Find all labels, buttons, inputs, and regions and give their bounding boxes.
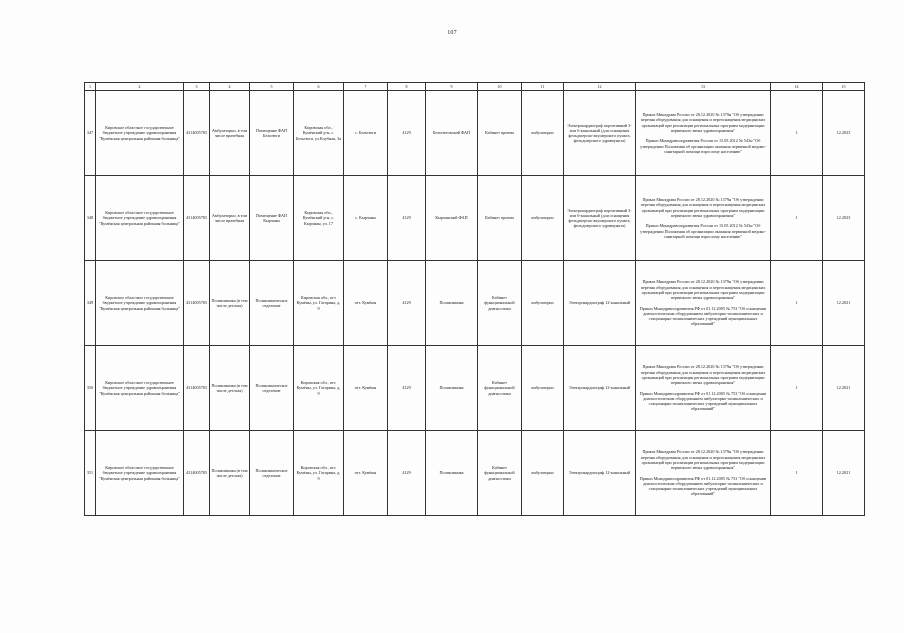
quantity: 1: [771, 176, 823, 261]
column-header: 12: [564, 83, 636, 91]
column-header: 15: [823, 83, 865, 91]
equipment-name: Электрокардиограф портативный 3- или 6-канальный (для оснащения фельдшерско-акушерского пункта, фельдшерского здравпункта): [564, 91, 636, 176]
organization-name: Кировское областное государственное бюджетное учреждение здравоохранения "Кумёнская центральная районная больница": [96, 346, 184, 431]
organization-name: Кировское областное государственное бюджетное учреждение здравоохранения "Кумёнская центральная районная больница": [96, 431, 184, 516]
regulatory-basis: Приказ Минздрава России от 28.12.2020 № 1379н "Об утверждении перечня оборудования для оснащения и переоснащения медицинских организаций при реализации региональных программ модернизации первичного звена здравоохранения" Приказ Минздравсоцразвития России от 15.05.2012 № 543н "Об утверждении Положения об организации оказания первичной медико-санитарной помощи взрослому населению": [636, 91, 771, 176]
care-conditions: Поликлиника (в том числе детская): [210, 346, 250, 431]
cabinet: Кабинет приема: [478, 176, 522, 261]
row-number: 351: [85, 431, 96, 516]
column-header: 8: [388, 83, 426, 91]
row-number: 348: [85, 176, 96, 261]
organization-name: Кировское областное государственное бюджетное учреждение здравоохранения "Кумёнская центральная районная больница": [96, 91, 184, 176]
column-header: 1: [85, 83, 96, 91]
table-row: [85, 431, 865, 516]
care-mode: амбулаторно: [522, 91, 564, 176]
structural-unit: Помещение ФАП Бельтюги: [250, 91, 294, 176]
inn-code: 4314005783: [184, 431, 210, 516]
column-header: 7: [344, 83, 388, 91]
structural-unit: Поликлиническое отделение: [250, 346, 294, 431]
organization-name: Кировское областное государственное бюджетное учреждение здравоохранения "Кумёнская центральная районная больница": [96, 176, 184, 261]
row-number: 347: [85, 91, 96, 176]
deadline-date: 12.2023: [823, 91, 865, 176]
settlement: с. Бельтюги: [344, 91, 388, 176]
care-conditions: Амбулаторно, в том числе врачебная: [210, 176, 250, 261]
care-conditions: Поликлиника (в том числе детская): [210, 261, 250, 346]
address: Кировская обл., пгт Кумёны, ул. Гагарина, д. 9: [294, 261, 344, 346]
table-row: [85, 176, 865, 261]
code: 4129: [388, 176, 426, 261]
subunit: Поликлиника: [426, 346, 478, 431]
settlement: пгт. Кумёны: [344, 261, 388, 346]
column-header: 14: [771, 83, 823, 91]
address: Кировская обл., Кумёнский р-н, с. Бельтюги, ул.Клубная, 3а: [294, 91, 344, 176]
equipment-register-table: [84, 82, 865, 516]
subunit: Поликлиника: [426, 431, 478, 516]
subunit: Бельтюговский ФАП: [426, 91, 478, 176]
deadline-date: 12.2023: [823, 176, 865, 261]
settlement: с. Кырчаны: [344, 176, 388, 261]
quantity: 1: [771, 346, 823, 431]
quantity: 1: [771, 91, 823, 176]
cabinet: Кабинет приема: [478, 91, 522, 176]
subunit: Кырчанский ФАП: [426, 176, 478, 261]
quantity: 1: [771, 261, 823, 346]
cabinet: Кабинет функциональной диагностики: [478, 261, 522, 346]
column-header: 5: [250, 83, 294, 91]
column-header: 9: [426, 83, 478, 91]
table-row: [85, 91, 865, 176]
care-mode: амбулаторно: [522, 346, 564, 431]
inn-code: 4314005783: [184, 346, 210, 431]
column-header: 3: [184, 83, 210, 91]
table-row: [85, 261, 865, 346]
row-number: 349: [85, 261, 96, 346]
column-header: 6: [294, 83, 344, 91]
deadline-date: 12.2021: [823, 346, 865, 431]
regulatory-basis: Приказ Минздрава России от 28.12.2020 № 1379н "Об утверждении перечня оборудования для оснащения и переоснащения медицинских организаций при реализации региональных программ модернизации первичного звена здравоохранения" Приказ Минздравсоцразвития РФ от 01.12.2005 № 753 "Об оснащении диагностическим оборудованием амбулаторно-поликлинических и стационарно-поликлинических учреждений муниципальных образований": [636, 431, 771, 516]
cabinet: Кабинет функциональной диагностики: [478, 431, 522, 516]
regulatory-basis: Приказ Минздрава России от 28.12.2020 № 1379н "Об утверждении перечня оборудования для оснащения и переоснащения медицинских организаций при реализации региональных программ модернизации первичного звена здравоохранения" Приказ Минздравсоцразвития России от 15.05.2012 № 543н "Об утверждении Положения об организации оказания первичной медико-санитарной помощи взрослому населению": [636, 176, 771, 261]
code: 4129: [388, 261, 426, 346]
deadline-date: 12.2021: [823, 261, 865, 346]
settlement: пгт. Кумёны: [344, 346, 388, 431]
care-conditions: Амбулаторно, в том числе врачебная: [210, 91, 250, 176]
code: 4129: [388, 91, 426, 176]
inn-code: 4314005783: [184, 91, 210, 176]
column-header: 10: [478, 83, 522, 91]
regulatory-basis: Приказ Минздрава России от 28.12.2020 № 1379н "Об утверждении перечня оборудования для оснащения и переоснащения медицинских организаций при реализации региональных программ модернизации первичного звена здравоохранения" Приказ Минздравсоцразвития РФ от 01.12.2005 № 753 "Об оснащении диагностическим оборудованием амбулаторно-поликлинических и стационарно-поликлинических учреждений муниципальных образований": [636, 346, 771, 431]
organization-name: Кировское областное государственное бюджетное учреждение здравоохранения "Кумёнская центральная районная больница": [96, 261, 184, 346]
address: Кировская обл., Кумёнский р-н, с. Кырчаны, ул. 17: [294, 176, 344, 261]
inn-code: 4314005783: [184, 261, 210, 346]
equipment-name: Электрокардиограф 12-канальный: [564, 431, 636, 516]
quantity: 1: [771, 431, 823, 516]
regulatory-basis: Приказ Минздрава России от 28.12.2020 № 1379н "Об утверждении перечня оборудования для оснащения и переоснащения медицинских организаций при реализации региональных программ модернизации первичного звена здравоохранения" Приказ Минздравсоцразвития РФ от 01.12.2005 № 753 "Об оснащении диагностическим оборудованием амбулаторно-поликлинических и стационарно-поликлинических учреждений муниципальных образований": [636, 261, 771, 346]
address: Кировская обл., пгт. Кумёны, ул. Гагарина, д. 9: [294, 431, 344, 516]
structural-unit: Помещение ФАП Кырчаны: [250, 176, 294, 261]
code: 4129: [388, 431, 426, 516]
care-mode: амбулаторно: [522, 261, 564, 346]
column-header: 2: [96, 83, 184, 91]
settlement: пгт. Кумёны: [344, 431, 388, 516]
page-number: 107: [447, 30, 457, 36]
deadline-date: 12.2021: [823, 431, 865, 516]
address: Кировская обл., пгт. Кумёны, ул. Гагарина, д. 9: [294, 346, 344, 431]
equipment-name: Электрокардиограф 12-канальный: [564, 261, 636, 346]
column-header: 11: [522, 83, 564, 91]
structural-unit: Поликлиническое отделение: [250, 431, 294, 516]
structural-unit: Поликлиническое отделение: [250, 261, 294, 346]
equipment-name: Электрокардиограф портативный 3- или 6-канальный (для оснащения фельдшерско-акушерского пункта, фельдшерского здравпункта): [564, 176, 636, 261]
care-mode: амбулаторно: [522, 176, 564, 261]
inn-code: 4314005783: [184, 176, 210, 261]
row-number: 350: [85, 346, 96, 431]
cabinet: Кабинет функциональной диагностики: [478, 346, 522, 431]
column-header: 13: [636, 83, 771, 91]
column-header: 4: [210, 83, 250, 91]
subunit: Поликлиника: [426, 261, 478, 346]
header-row: [85, 83, 865, 91]
care-mode: амбулаторно: [522, 431, 564, 516]
code: 4129: [388, 346, 426, 431]
equipment-name: Электрокардиограф 12-канальный: [564, 346, 636, 431]
table-row: [85, 346, 865, 431]
care-conditions: Поликлиника (в том числе детская): [210, 431, 250, 516]
